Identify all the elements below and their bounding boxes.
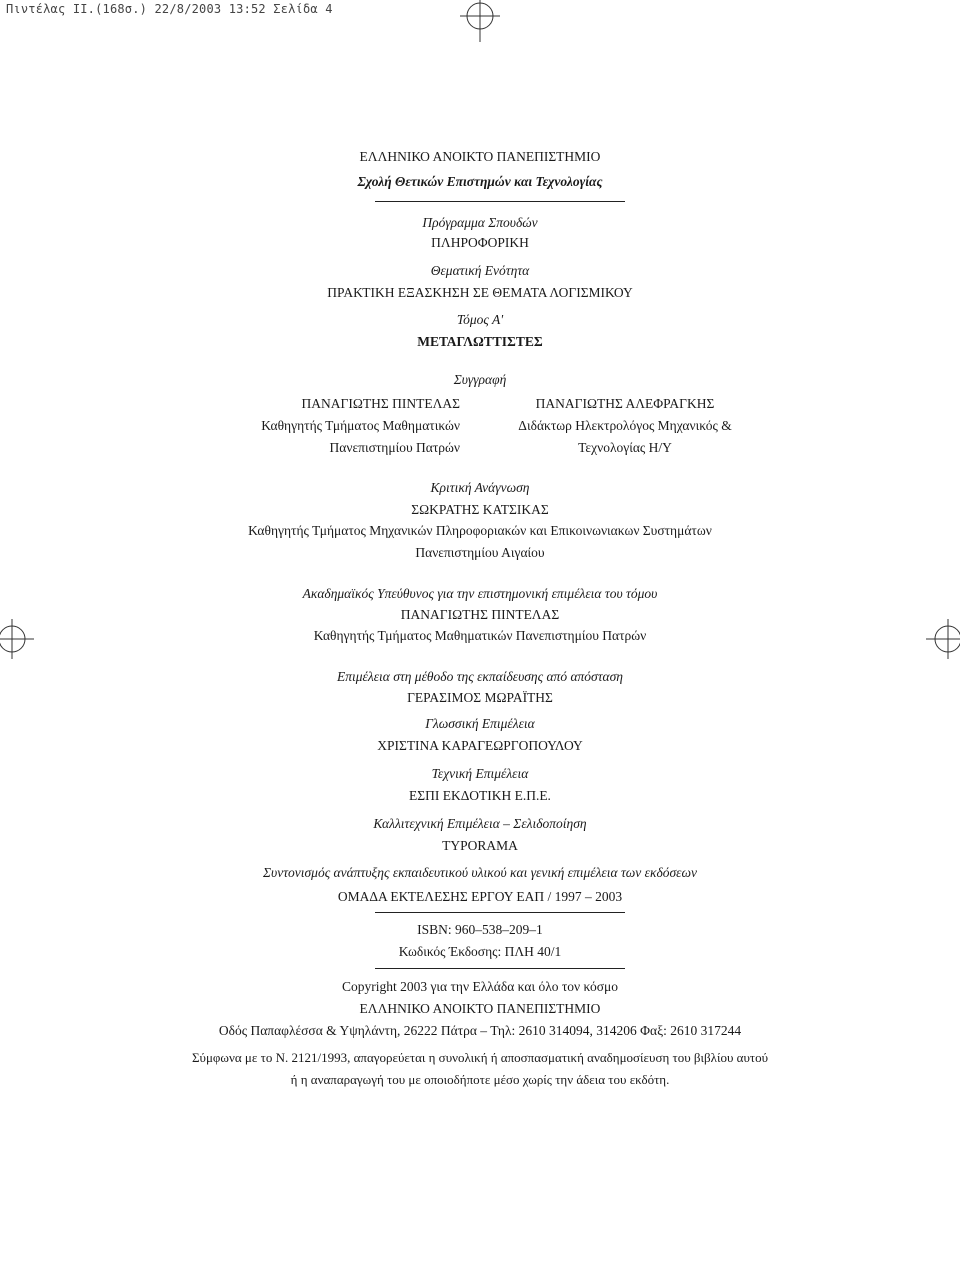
coord-label: Συντονισμός ανάπτυξης εκπαιδευτικού υλικού και γενική επιμέλεια των εκδόσεων: [262, 865, 698, 880]
art-label: Καλλιτεχνική Επιμέλεια – Σελιδοποίηση: [373, 816, 587, 831]
author1-line1: Καθηγητής Τμήματος Μαθηματικών: [261, 418, 460, 433]
law-notice-line2: ή η αναπαραγωγή του με οποιοδήποτε μέσο χωρίς την άδεια του εκδότη.: [290, 1072, 670, 1087]
address: Οδός Παπαφλέσσα & Υψηλάντη, 26222 Πάτρα – Τηλ: 2610 314094, 314206 Φαξ: 2610 317244: [218, 1023, 742, 1038]
volume-label: Τόμος Α': [456, 312, 504, 327]
author2-line1: Διδάκτωρ Ηλεκτρολόγος Μηχανικός &: [518, 418, 732, 433]
technical-name: ΕΣΠΙ ΕΚΔΟΤΙΚΗ Ε.Π.Ε.: [409, 788, 551, 803]
divider: [375, 201, 625, 202]
technical-label: Τεχνική Επιμέλεια: [431, 766, 529, 781]
authors-label: Συγγραφή: [453, 372, 507, 387]
reviewer-line1: Καθηγητής Τμήματος Μηχανικών Πληροφοριακών και Επικοινωνιακων Συστημάτων: [248, 523, 712, 538]
registration-mark-top-icon: [458, 0, 502, 42]
unit-label: Θεματική Ενότητα: [430, 263, 530, 278]
language-name: ΧΡΙΣΤΙΝΑ ΚΑΡΑΓΕΩΡΓΟΠΟΥΛΟΥ: [377, 738, 583, 753]
academic-name: ΠΑΝΑΓΙΩΤΗΣ ΠΙΝΤΕΛΑΣ: [400, 607, 560, 622]
academic-label: Ακαδημαϊκός Υπεύθυνος για την επιστημονική επιμέλεια του τόμου: [302, 586, 658, 601]
school-name: Σχολή Θετικών Επιστημών και Τεχνολογίας: [357, 174, 603, 189]
author2-name: ΠΑΝΑΓΙΩΤΗΣ ΑΛΕΦΡΑΓΚΗΣ: [535, 396, 715, 411]
copyright: Copyright 2003 για την Ελλάδα και όλο τον κόσμο: [341, 979, 619, 994]
publisher: ΕΛΛΗΝΙΚΟ ΑΝΟΙΚΤΟ ΠΑΝΕΠΙΣΤΗΜΙΟ: [359, 1001, 601, 1016]
distance-label: Επιμέλεια στη μέθοδο της εκπαίδευσης από απόσταση: [337, 669, 623, 684]
coord-name: ΟΜΑΔΑ ΕΚΤΕΛΕΣΗΣ ΕΡΓΟΥ ΕΑΠ / 1997 – 2003: [337, 889, 623, 904]
author1-name: ΠΑΝΑΓΙΩΤΗΣ ΠΙΝΤΕΛΑΣ: [301, 396, 460, 411]
art-name: TYPORAMA: [442, 838, 518, 853]
edition-code: Κωδικός Έκδοσης: ΠΛΗ 40/1: [398, 944, 562, 959]
reviewer-line2: Πανεπιστημίου Αιγαίου: [415, 545, 545, 560]
isbn: ISBN: 960–538–209–1: [417, 922, 543, 937]
program-name: ΠΛΗΡΟΦΟΡΙΚΗ: [431, 235, 529, 250]
university-name: ΕΛΛΗΝΙΚΟ ΑΝΟΙΚΤΟ ΠΑΝΕΠΙΣΤΗΜΙΟ: [359, 149, 601, 164]
divider: [375, 968, 625, 969]
review-label: Κριτική Ανάγνωση: [430, 480, 530, 495]
law-notice-line1: Σύμφωνα με το Ν. 2121/1993, απαγορεύεται η συνολική ή αποσπασματική αναδημοσίευση του βιβλίου αυτού: [191, 1050, 769, 1065]
language-label: Γλωσσική Επιμέλεια: [425, 716, 535, 731]
author1-line2: Πανεπιστημίου Πατρών: [329, 440, 460, 455]
program-label: Πρόγραμμα Σπουδών: [422, 215, 538, 230]
divider: [375, 912, 625, 913]
reviewer-name: ΣΩΚΡΑΤΗΣ ΚΑΤΣΙΚΑΣ: [411, 502, 549, 517]
print-slug: Πιντέλας ΙΙ.(168σ.) 22/8/2003 13:52 Σελίδα 4: [6, 2, 333, 16]
distance-name: ΓΕΡΑΣΙΜΟΣ ΜΩΡΑΪΤΗΣ: [407, 690, 553, 705]
volume-title: ΜΕΤΑΓΛΩΤΤΙΣΤΕΣ: [417, 334, 543, 349]
academic-line: Καθηγητής Τμήματος Μαθηματικών Πανεπιστημίου Πατρών: [313, 628, 647, 643]
unit-name: ΠΡΑΚΤΙΚΗ ΕΞΑΣΚΗΣΗ ΣΕ ΘΕΜΑΤΑ ΛΟΓΙΣΜΙΚΟΥ: [327, 285, 633, 300]
author2-line2: Τεχνολογίας Η/Υ: [578, 440, 672, 455]
